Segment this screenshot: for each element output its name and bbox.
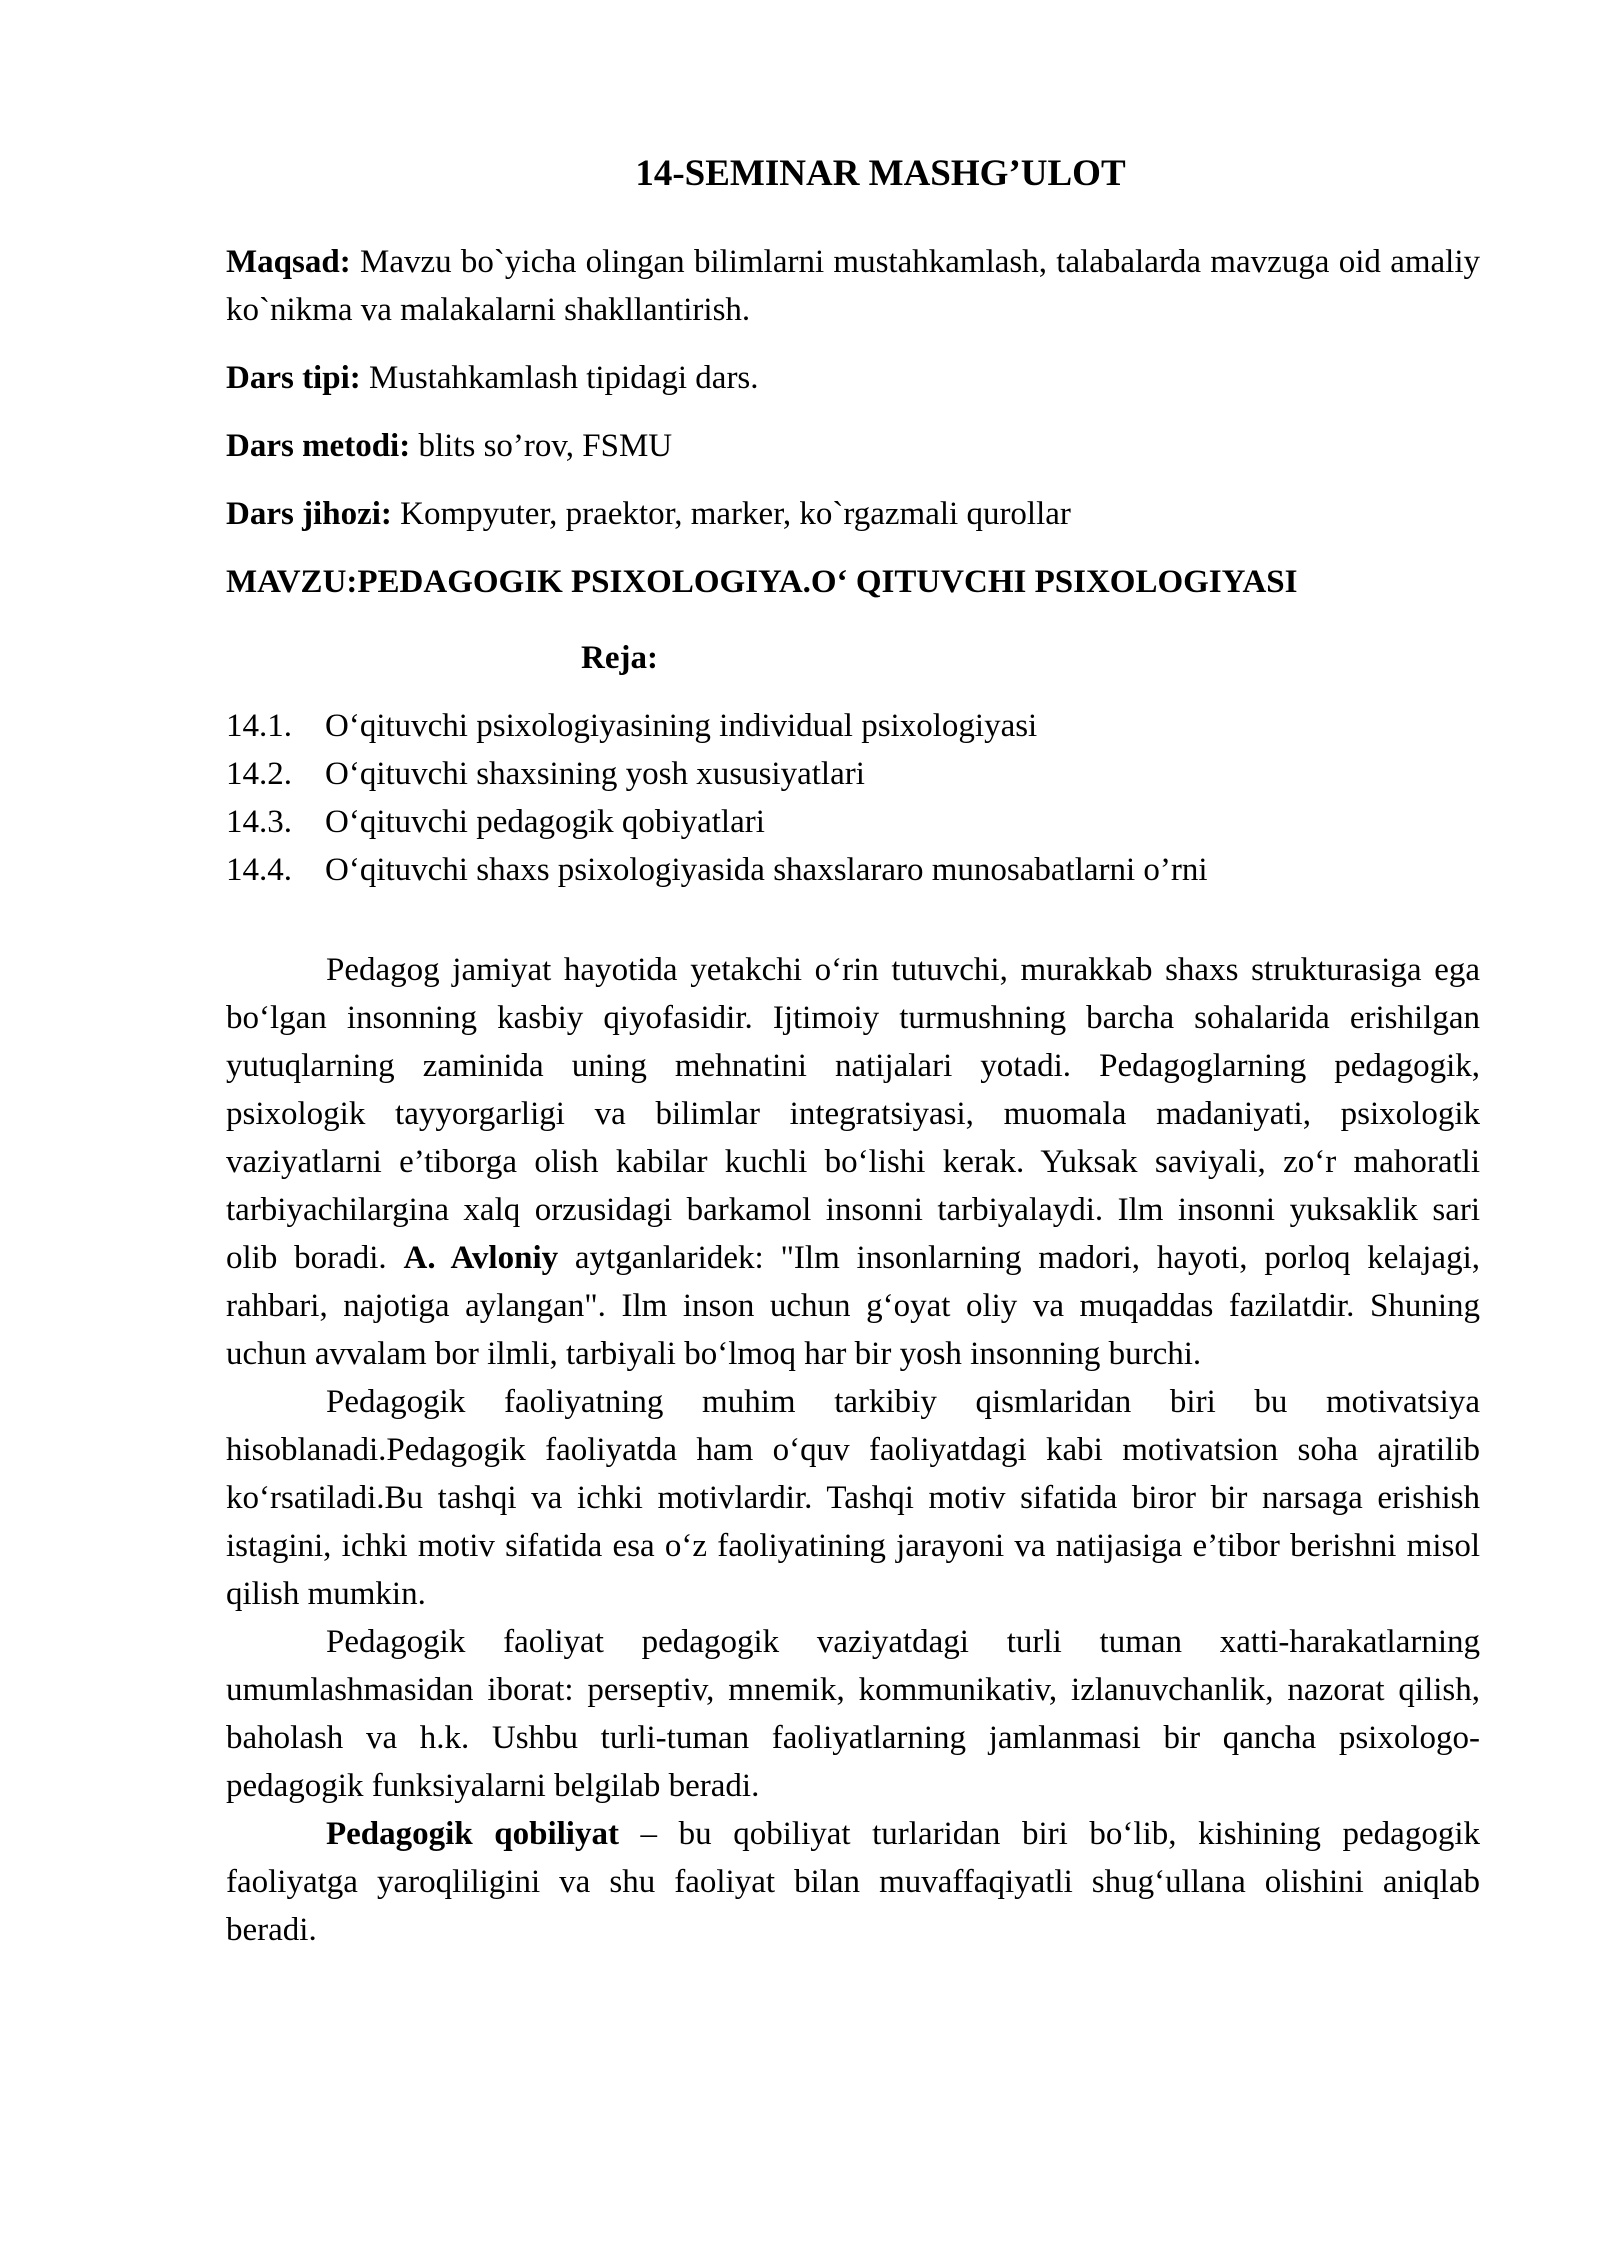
meta-maqsad-text: Mavzu bo`yicha olingan bilimlarni mustahkamlash, talabalarda mavzuga oid amaliy ko`nikma va malakalarni shakllantirish. — [226, 244, 1480, 328]
meta-dars-tipi-label: Dars tipi: — [226, 360, 361, 396]
plan-item-number: 14.4. — [226, 852, 292, 888]
paragraph-pedagog-bold-avloniy: A. Avloniy — [403, 1240, 559, 1276]
paragraph-faoliyat: Pedagogik faoliyat pedagogik vaziyatdagi turli tuman xatti-harakatlarning umumlashmasidan iborat: perseptiv, mnemik, kommunikativ, izlanuvchanlik, nazorat qilish, baholash va h.k. Ushbu turli-tuman faoliyatlarning jamlanmasi bir qancha psixologo-pedagogik funksiyalarni belgilab beradi. — [226, 1624, 1480, 1804]
paragraph-pedagog-seg2: aytganlaridek: "Ilm insonlarning madori, hayoti, porloq kelajagi, rahbari, najotiga aylangan". Ilm inson uchun gʻoyat oliy va muqaddas fazilatdir. Shuning uchun avvalam bor ilmli, tarbiyali boʻlmoq har bir yosh insonning burchi. — [226, 1240, 1480, 1372]
topic-line: MAVZU:PEDAGOGIK PSIXOLOGIYA.Oʻ QITUVCHI PSIXOLOGIYASI — [226, 564, 1298, 600]
plan-item-text: Oʻqituvchi shaxs psixologiyasida shaxslararo munosabatlarni o’rni — [325, 852, 1208, 888]
plan-item-number: 14.2. — [226, 756, 292, 792]
paragraph-pedagog-seg1: Pedagog jamiyat hayotida yetakchi oʻrin tutuvchi, murakkab shaxs strukturasiga ega boʻlgan insonning kasbiy qiyofasidir. Ijtimoiy turmushning barcha sohalarida erishilgan yutuqlarning zaminida uning mehnatini natijalari yotadi. Pedagoglarning pedagogik, psixologik tayyorgarligi va bilimlar integratsiyasi, muomala madaniyati, psixologik vaziyatlarni e’tiborga olish kabilar kuchli boʻlishi kerak. Yuksak saviyali, zoʻr mahoratli tarbiyachilargina xalq orzusidagi barkamol insonni tarbiyalaydi. Ilm insonni yuksaklik sari olib boradi. — [226, 952, 1480, 1276]
plan-item — [226, 798, 1480, 846]
meta-dars-tipi — [226, 354, 1480, 402]
paragraph-qobiliyat-bold: Pedagogik qobiliyat — [326, 1816, 619, 1852]
plan-list — [226, 702, 1480, 894]
plan-item-number: 14.1. — [226, 708, 292, 744]
meta-dars-metodi-label: Dars metodi: — [226, 428, 411, 464]
plan-item — [226, 846, 1480, 894]
plan-item — [226, 702, 1480, 750]
paragraph-qobiliyat-text: – bu qobiliyat turlaridan biri boʻlib, kishining pedagogik faoliyatga yaroqliligini va shu faoliyat bilan muvaffaqiyatli shugʻullana olishini aniqlab beradi. — [226, 1816, 1480, 1948]
plan-item-text: Oʻqituvchi shaxsining yosh xususiyatlari — [325, 756, 865, 792]
meta-maqsad-label: Maqsad: — [226, 244, 351, 280]
page-title: 14-SEMINAR MASHG’ULOT — [635, 153, 1126, 194]
meta-maqsad — [226, 238, 1480, 334]
paragraph-motivatsiya: Pedagogik faoliyatning muhim tarkibiy qismlaridan biri bu motivatsiya hisoblanadi.Pedagogik faoliyatda ham oʻquv faoliyatdagi kabi motivatsion soha ajratilib koʻrsatiladi.Bu tashqi va ichki motivlardir. Tashqi motiv sifatida biror bir narsaga erishish istagini, ichki motiv sifatida esa oʻz faoliyatining jarayoni va natijasiga e’tibor berishni misol qilish mumkin. — [226, 1384, 1480, 1612]
meta-dars-metodi — [226, 422, 1480, 470]
plan-item-number: 14.3. — [226, 804, 292, 840]
body-text — [226, 946, 1480, 1954]
meta-dars-jihozi-label: Dars jihozi: — [226, 496, 392, 532]
meta-dars-jihozi-text: Kompyuter, praektor, marker, ko`rgazmali qurollar — [391, 496, 1071, 532]
plan-heading: Reja: — [581, 640, 658, 676]
meta-dars-jihozi — [226, 490, 1480, 538]
paragraph-pedagog — [226, 946, 1480, 1378]
paragraph-qobiliyat — [226, 1810, 1480, 1954]
meta-dars-metodi-text: blits so’rov, FSMU — [410, 428, 673, 464]
plan-item-text: Oʻqituvchi psixologiyasining individual psixologiyasi — [325, 708, 1038, 744]
plan-item — [226, 750, 1480, 798]
plan-item-text: Oʻqituvchi pedagogik qobiyatlari — [325, 804, 765, 840]
meta-dars-tipi-text: Mustahkamlash tipidagi dars. — [360, 360, 759, 396]
